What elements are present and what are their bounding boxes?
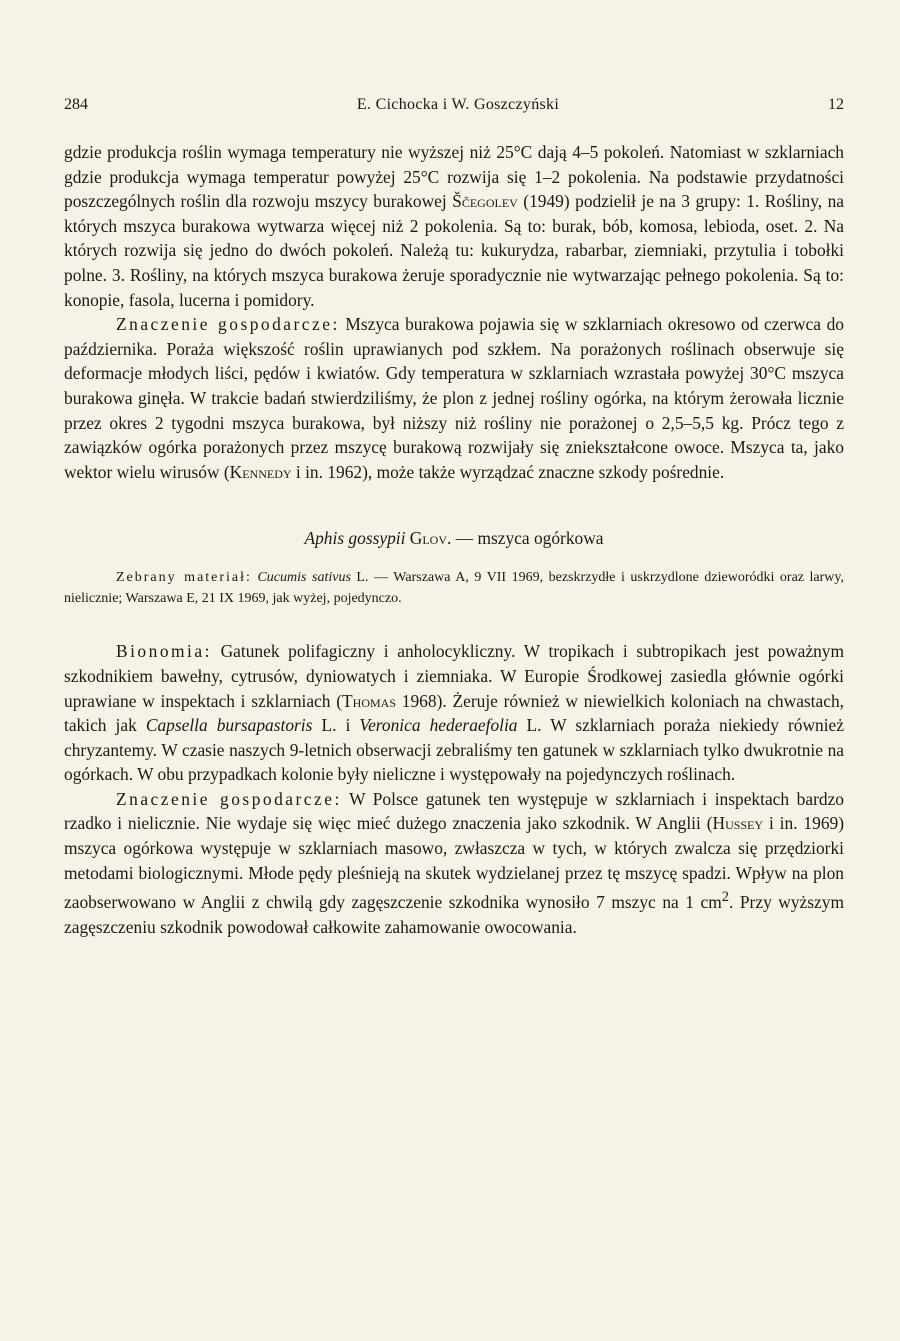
running-head-authors: E. Cichocka i W. Goszczyński	[356, 96, 560, 113]
text: . Przy wyższym zagęszczeniu szkodnik powodował całkowite zahamowanie owocowania.	[64, 892, 844, 937]
running-head	[64, 96, 844, 114]
author-name: Ščegolev	[452, 191, 518, 212]
text: W Polsce gatunek ten występuje w szklarniach i inspektach bardzo rzadko i nielicznie. Nie wydaje się więc mieć dużego znaczenia jako szkodnik. W Anglii (	[64, 788, 845, 834]
text: i in. 1962), może także wyrządzać znaczne szkody pośrednie.	[291, 461, 725, 482]
plant-name: Capsella bursapastoris	[145, 715, 313, 736]
text: Gatunek polifagiczny i anholocykliczny. W tropikach i subtropikach jest poważnym szkodnikiem bawełny, cytrusów, dyniowatych i ziemniaka. W Europie Środkowej zasiedla głównie ogórki uprawiane w inspektach i szklarniach (	[64, 641, 844, 711]
text: L. — Warszawa A, 9 VII 1969, bezskrzydłe i uskrzydlone dzieworódki oraz larwy, nielicznie; Warszawa E, 21 IX 1969, jak wyżej, pojedynczo.	[64, 570, 844, 607]
section-label: Bionomia:	[116, 641, 212, 662]
material-label: Zebrany materiał:	[116, 570, 252, 586]
species-heading	[64, 528, 844, 549]
text: L. i	[312, 715, 360, 736]
paragraph-bionomics	[64, 639, 844, 787]
section-label: Znaczenie gospodarcze:	[116, 788, 342, 809]
author-name: Hussey	[712, 813, 764, 834]
plant-name: Veronica hederaefolia	[359, 715, 518, 736]
host-plant: Cucumis sativus	[257, 570, 351, 586]
paragraph-economic-importance-2	[64, 787, 844, 939]
superscript: 2	[721, 889, 729, 906]
author-name: Kennedy	[229, 461, 292, 482]
author-name: Thomas	[342, 690, 397, 711]
species-author: Glov.	[409, 528, 452, 549]
paragraph-economic-importance-1	[64, 312, 844, 484]
material-collected	[64, 567, 844, 609]
text: (1949) podzielił je na 3 grupy: 1. Rośliny, na których mszyca burakowa wytwarza więcej niż 2 pokolenia. Są to: burak, bób, komosa, lebioda, oset. 2. Na których rozwija się jedno do dwóch pokoleń. Należą tu: kukurydza, rabarbar, ziemniaki, przytulia i tobołki polne. 3. Rośliny, na których mszyca burakowa żeruje sporadycznie nie wytwarzając pełnego pokolenia. Są to: konopie, fasola, lucerna i pomidory.	[64, 191, 845, 310]
page-number: 284	[64, 96, 88, 113]
paragraph-host-groups	[64, 140, 844, 312]
text: i in. 1969) mszyca ogórkowa występuje w szklarniach masowo, zwłaszcza w tych, w których zwalcza się przędziorki metodami biologicznymi. Młode pędy pleśnieją na skutek wydzielanej przez tę mszycę spadzi. Wpływ na plon zaobserwowano w Anglii z chwilą gdy zagęszczenie szkodnika wynosiło 7 mszyc na 1 cm	[64, 813, 844, 913]
section-number: 12	[828, 96, 844, 113]
text: Mszyca burakowa pojawia się w szklarniach okresowo od czerwca do października. Poraża większość roślin uprawianych pod szkłem. Na porażonych roślinach obserwuje się deformacje młodych liści, pędów i kwiatów. Gdy temperatura w szklarniach wzrastała powyżej 30°C mszyca burakowa ginęła. W trakcie badań stwierdziliśmy, że plon z jednej rośliny ogórka, na którym żerowała licznie przez okres 2 tygodni mszyca burakowa, był niższy niż rośliny nie porażonej o 2,5–5,5 kg. Prócz tego z zawiązków ogórka porażonych przez mszycę burakową rozwijały się zniekształcone owoce. Mszyca ta, jako wektor wielu wirusów (	[64, 314, 844, 482]
species-name: Aphis gossypii	[304, 528, 406, 549]
section-label: Znaczenie gospodarcze:	[116, 314, 340, 335]
text: 1968). Żeruje również w niewielkich koloniach na chwastach, takich jak	[64, 690, 844, 736]
species-common-name: — mszyca ogórkowa	[451, 528, 604, 549]
text: gdzie produkcja roślin wymaga temperatury nie wyższej niż 25°C dają 4–5 pokoleń. Natomiast w szklarniach gdzie produkcja wymaga temperatur powyżej 25°C rozwija się 1–2 pokolenia. Na podstawie przydatności poszczególnych roślin dla rozwoju mszycy burakowej	[64, 142, 844, 212]
text: L. W szklarniach poraża niekiedy również chryzantemy. W czasie naszych 9-letnich obserwacji zebraliśmy ten gatunek w szklarniach tylko dwukrotnie na ogórkach. W obu przypadkach kolonie były nieliczne i występowały na pojedynczych roślinach.	[64, 715, 844, 785]
